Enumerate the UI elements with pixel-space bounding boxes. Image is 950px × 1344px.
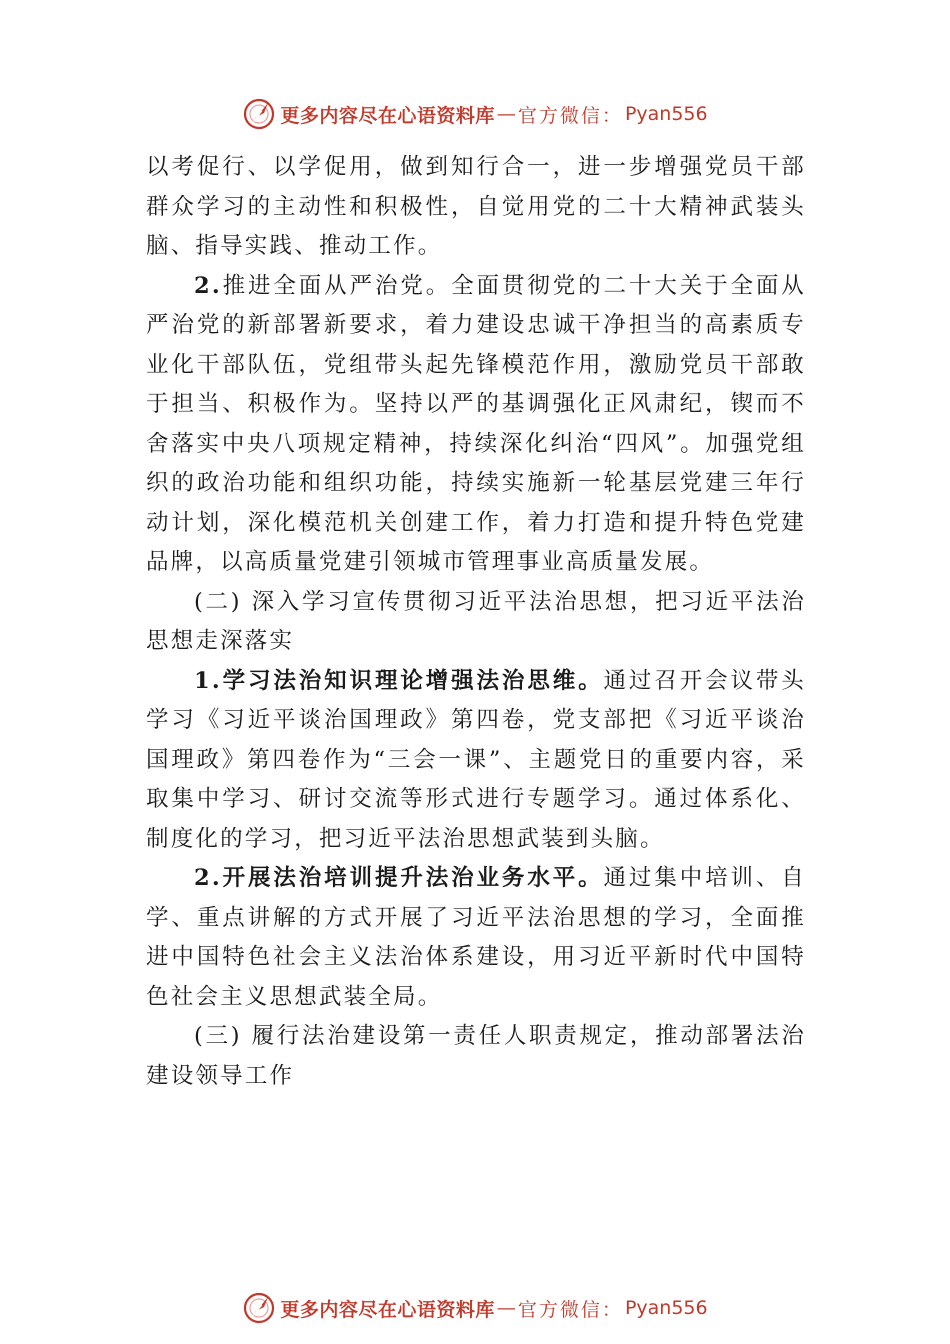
paragraph-law-training [146,859,806,1017]
document-body [146,148,806,1096]
section-heading-2: (二) 深入学习宣传贯彻习近平法治思想，把习近平法治思想走深落实 [146,588,806,654]
item-number: 2. [194,272,222,299]
paragraph-text: 通过集中培训、自学、重点讲解的方式开展了习近平法治思想的学习，全面推进中国特色社会主义法治体系建设，用习近平新时代中国特色社会主义思想武装全局。 [146,865,807,1010]
library-text: 更多内容尽在心语资料库 [280,104,495,127]
wechat-label: 官方微信： [517,104,623,127]
quill-logo-icon [242,97,276,131]
wechat-label: 官方微信： [517,1298,623,1321]
section-heading-3: (三) 履行法治建设第一责任人职责规定，推动部署法治建设领导工作 [146,1023,806,1089]
banner-dash: — [496,1297,516,1319]
bold-lead: 2.开展法治培训提升法治业务水平。 [194,865,604,891]
footer-watermark [0,1288,950,1328]
bold-lead: 1.学习法治知识理论增强法治思维。 [194,667,604,694]
paragraph-law-study [146,662,806,860]
quill-logo-icon [242,1291,276,1325]
banner-dash: — [496,103,516,125]
library-text: 更多内容尽在心语资料库 [280,1298,495,1321]
paragraph-text: 通过召开会议带头学习《习近平谈治国理政》第四卷，党支部把《习近平谈治国理政》第四卷作为“三会一课”、主题党日的重要内容，采取集中学习、研讨交流等形式进行专题学习。通过体系化、 制度化的学习，把习近平法治思想武装到头脑。 [146,667,807,852]
paragraph-text: 推进全面从严治党。全面贯彻党的二十大关于全面从严治党的新部署新要求，着力建设忠诚干净担当的高素质专业化干部队伍，党组带头起先锋模范作用，激励党员干部敢于担当、积极作为。坚持以严的基调强化正风肃纪，锲而不舍落实中央八项规定精神，持续深化纠治“四风”。加强党组织的政治功能和组织功能，持续实施新一轮基层党建三年行动计划，深化模范机关创建工作，着力打造和提升特色党建品牌，以高质量党建引领城市管理事业高质量发展。 [146,272,806,575]
paragraph-continuation: 以考促行、以学促用，做到知行合一，进一步增强党员干部群众学习的主动性和积极性，自觉用党的二十大精神武装头脑、指导实践、推动工作。 [146,154,806,259]
paragraph-party-governance [146,267,806,583]
wechat-id: Pyan556 [624,103,708,125]
header-watermark [0,94,950,134]
wechat-id: Pyan556 [624,1297,708,1319]
